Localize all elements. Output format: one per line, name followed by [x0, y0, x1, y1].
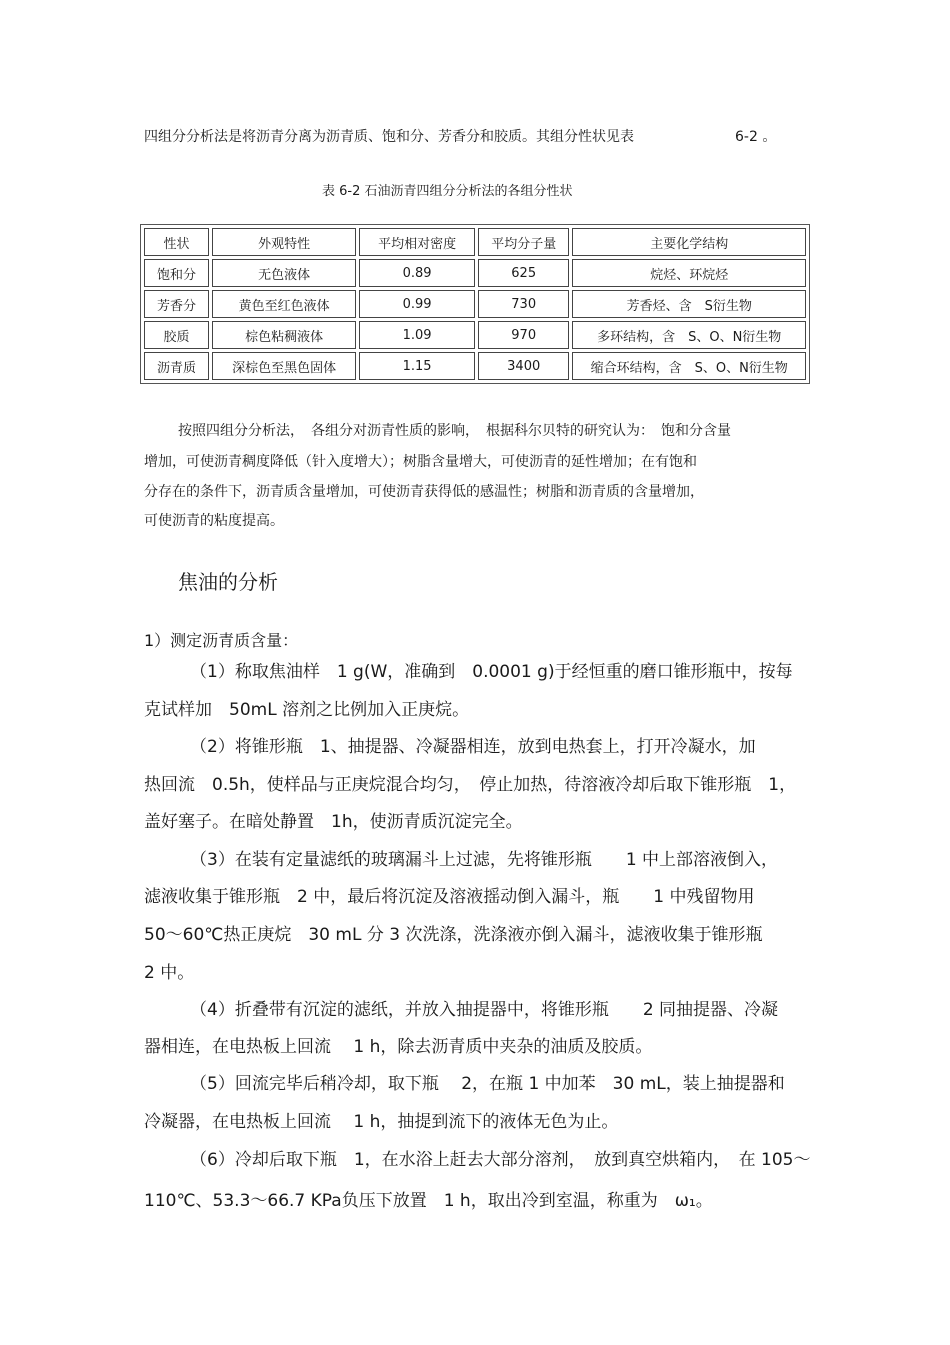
table-cell: 胶质: [144, 321, 209, 349]
table-row: [144, 352, 806, 380]
body-line: （1）称取焦油样 1 g(W，准确到 0.0001 g)于经恒重的磨口锥形瓶中，按每: [190, 662, 793, 682]
table-cell: 芳香分: [144, 290, 209, 318]
table-cell: 深棕色至黑色固体: [212, 352, 356, 380]
body-line: 冷凝器，在电热板上回流 1 h，抽提到流下的液体无色为止。: [144, 1112, 619, 1132]
table-header-row: [144, 228, 806, 256]
body-line: 盖好塞子。在暗处静置 1h，使沥青质沉淀完全。: [144, 812, 523, 832]
table-cell: 缩合环结构，含 S、O、N衍生物: [572, 352, 806, 380]
section-title: 焦油的分析: [178, 570, 278, 594]
table-cell: 730: [478, 290, 569, 318]
table-caption: 表 6-2 石油沥青四组分分析法的各组分性状: [322, 184, 573, 199]
table-cell: 1.09: [359, 321, 475, 349]
properties-table: [140, 224, 810, 384]
header-cell: 外观特性: [212, 228, 356, 256]
paragraph-line: 分存在的条件下，沥青质含量增加，可使沥青获得低的感温性；树脂和沥青质的含量增加，: [144, 484, 704, 500]
header-cell: 性状: [144, 228, 209, 256]
table-cell: 1.15: [359, 352, 475, 380]
body-line: 50～60℃热正庚烷 30 mL 分 3 次洗涤，洗涤液亦倒入漏斗，滤液收集于锥形瓶: [144, 925, 763, 945]
body-line: （5）回流完毕后稍冷却，取下瓶 2，在瓶 1 中加苯 30 mL，装上抽提器和: [190, 1074, 785, 1094]
body-line: （4）折叠带有沉淀的滤纸，并放入抽提器中，将锥形瓶 2 同抽提器、冷凝: [190, 1000, 779, 1020]
paragraph-line: 按照四组分分析法， 各组分对沥青性质的影响， 根据科尔贝特的研究认为： 饱和分含量: [178, 423, 731, 439]
table-cell: 0.99: [359, 290, 475, 318]
header-cell: 平均分子量: [478, 228, 569, 256]
step-title: 1）测定沥青质含量：: [144, 631, 299, 650]
header-cell: 平均相对密度: [359, 228, 475, 256]
table-cell: 烷烃、环烷烃: [572, 259, 806, 287]
table-cell: 625: [478, 259, 569, 287]
table-cell: 3400: [478, 352, 569, 380]
table-cell: 970: [478, 321, 569, 349]
table-cell: 饱和分: [144, 259, 209, 287]
body-line: 器相连，在电热板上回流 1 h，除去沥青质中夹杂的油质及胶质。: [144, 1037, 653, 1057]
paragraph-line: 可使沥青的粘度提高。: [144, 513, 284, 529]
body-line: 110℃、53.3～66.7 KPa负压下放置 1 h，取出冷到室温，称重为 ω₁。: [144, 1191, 713, 1211]
table-row: [144, 259, 806, 287]
body-line: （3）在装有定量滤纸的玻璃漏斗上过滤，先将锥形瓶 1 中上部溶液倒入，: [190, 850, 779, 870]
paragraph-line: 增加，可使沥青稠度降低（针入度增大）；树脂含量增大，可使沥青的延性增加；在有饱和: [144, 454, 697, 470]
table-cell: 黄色至红色液体: [212, 290, 356, 318]
body-line: 克试样加 50mL 溶剂之比例加入正庚烷。: [144, 700, 470, 720]
table-cell: 多环结构，含 S、O、N衍生物: [572, 321, 806, 349]
table-cell: 0.89: [359, 259, 475, 287]
body-line: 热回流 0.5h，使样品与正庚烷混合均匀， 停止加热，待溶液冷却后取下锥形瓶 1，: [144, 775, 797, 795]
body-line: 2 中。: [144, 963, 195, 983]
table-row: [144, 290, 806, 318]
body-line: 滤液收集于锥形瓶 2 中，最后将沉淀及溶液摇动倒入漏斗，瓶 1 中残留物用: [144, 887, 755, 907]
body-line: （6）冷却后取下瓶 1，在水浴上赶去大部分溶剂， 放到真空烘箱内， 在 105～: [190, 1150, 811, 1170]
header-cell: 主要化学结构: [572, 228, 806, 256]
intro-table-ref: 6-2 。: [735, 129, 777, 145]
table-row: [144, 321, 806, 349]
intro-text: 四组分分析法是将沥青分离为沥青质、饱和分、芳香分和胶质。其组分性状见表: [144, 129, 634, 145]
table-cell: 沥青质: [144, 352, 209, 380]
table-cell: 棕色粘稠液体: [212, 321, 356, 349]
table-cell: 芳香烃、含 S衍生物: [572, 290, 806, 318]
table-cell: 无色液体: [212, 259, 356, 287]
body-line: （2）将锥形瓶 1、抽提器、冷凝器相连，放到电热套上，打开冷凝水，加: [190, 737, 756, 757]
